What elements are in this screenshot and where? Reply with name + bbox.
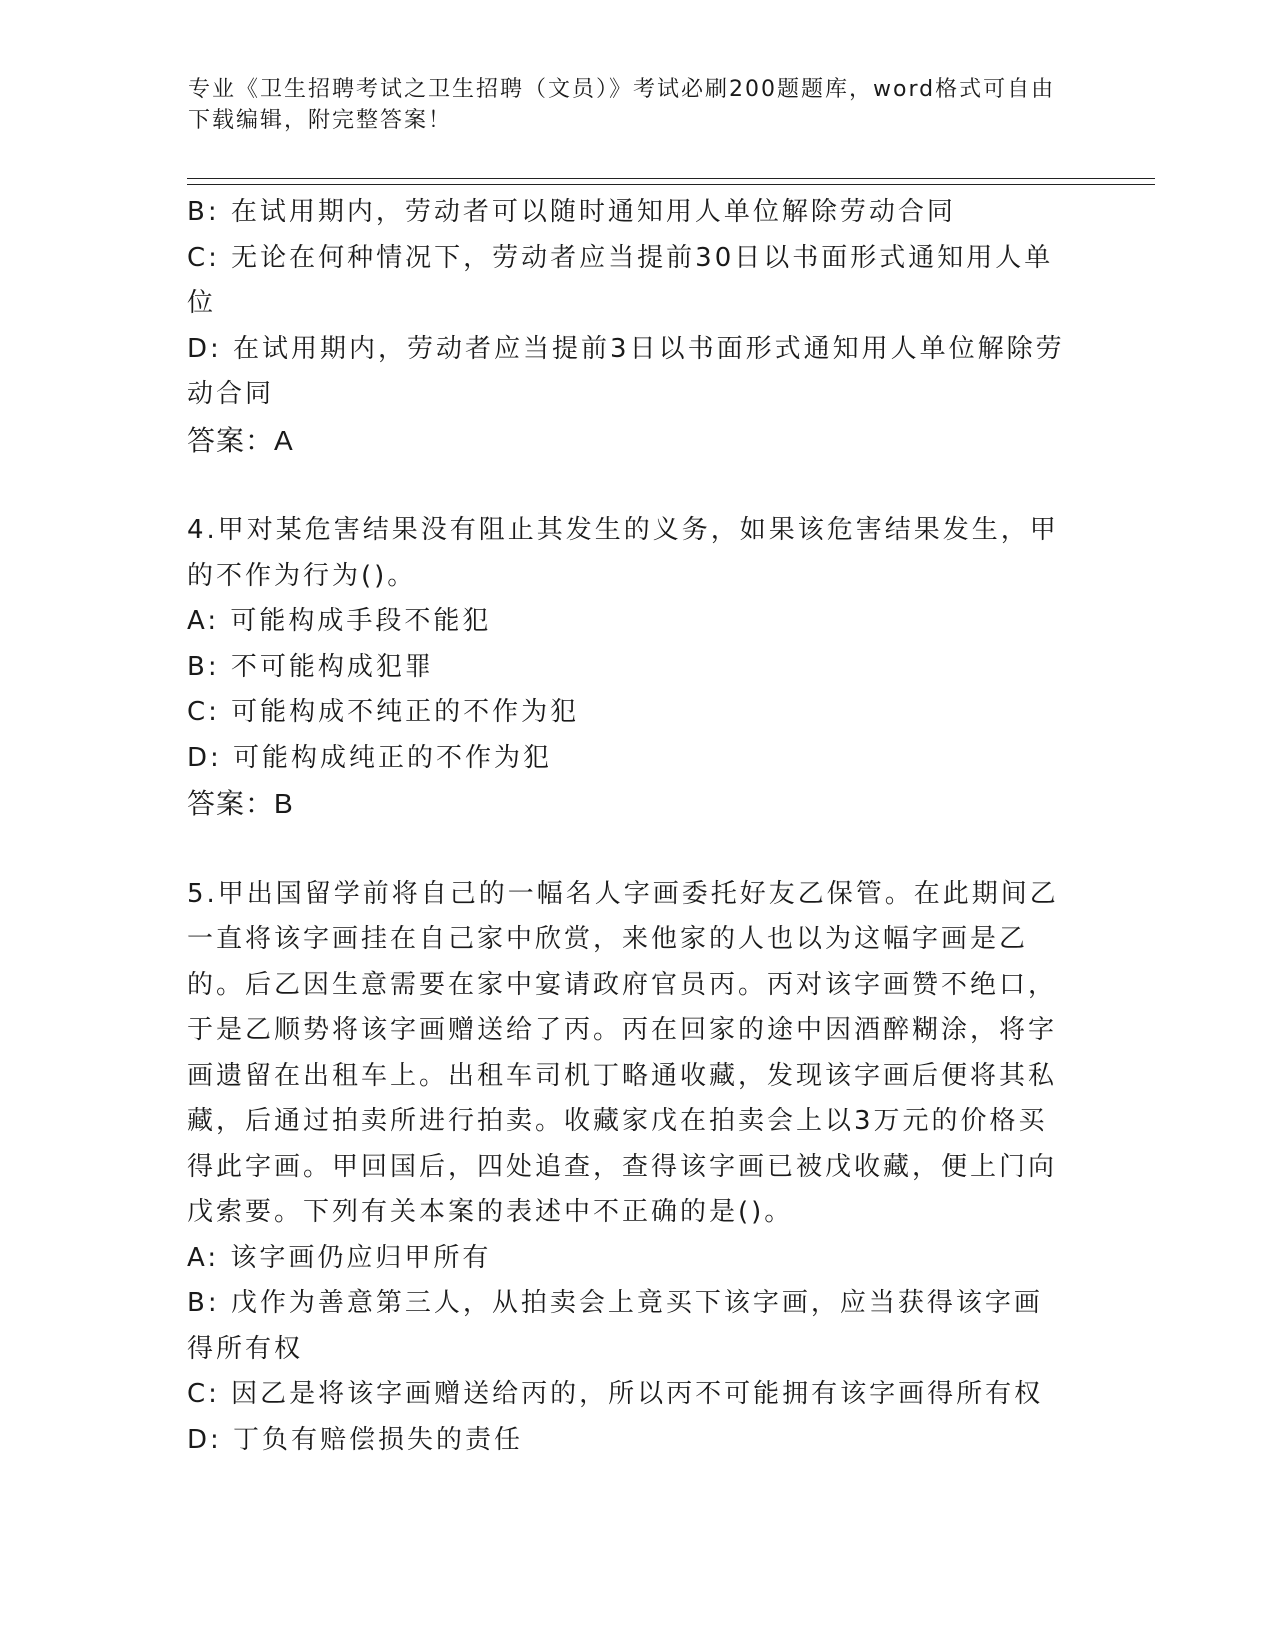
- q4-option-d: D: 可能构成纯正的不作为犯: [187, 742, 553, 773]
- q5-option-b: B: 戊作为善意第三人，从拍卖会上竟买下该字画，应当获得该字画得所有权: [187, 1288, 1043, 1364]
- q4-option-c: C: 可能构成不纯正的不作为犯: [187, 697, 580, 727]
- q4-answer: 答案：B: [187, 788, 294, 819]
- q3-option-d: D: 在试用期内，劳动者应当提前3日以书面形式通知用人单位解除劳动合同: [187, 333, 1065, 409]
- q5-option-c: C: 因乙是将该字画赠送给丙的，所以丙不可能拥有该字画得所有权: [187, 1379, 1044, 1409]
- question-gap: [187, 827, 1067, 872]
- document-body: [187, 190, 1067, 1463]
- q5-option-a: A: 该字画仍应归甲所有: [187, 1242, 492, 1273]
- question-gap: [187, 463, 1067, 508]
- q5-stem: 5.甲出国留学前将自己的一幅名人字画委托好友乙保管。在此期间乙一直将该字画挂在自己家中欣赏，来他家的人也以为这幅字画是乙的。后乙因生意需要在家中宴请政府官员丙。丙对该字画赞不绝口，于是乙顺势将该字画赠送给了丙。丙在回家的途中因酒醉糊涂，将字画遗留在出租车上。出租车司机丁略通收藏，发现该字画后便将其私藏，后通过拍卖所进行拍卖。收藏家戊在拍卖会上以3万元的价格买得此字画。甲回国后，四处追查，查得该字画已被戊收藏，便上门向戊索要。下列有关本案的表述中不正确的是()。: [187, 878, 1059, 1227]
- q5-option-d: D: 丁负有赔偿损失的责任: [187, 1424, 524, 1455]
- q4-option-a: A: 可能构成手段不能犯: [187, 606, 492, 636]
- question-3-tail: [187, 190, 1067, 463]
- question-5: [187, 872, 1067, 1464]
- header-title: 专业《卫生招聘考试之卫生招聘（文员）》考试必刷200题题库，word格式可自由下载编辑，附完整答案！: [188, 77, 1056, 133]
- q4-stem: 4.甲对某危害结果没有阻止其发生的义务，如果该危害结果发生，甲的不作为行为()。: [187, 515, 1059, 591]
- question-4: [187, 508, 1067, 827]
- q4-option-b: B: 不可能构成犯罪: [187, 651, 434, 682]
- header-rule-bottom: [187, 184, 1155, 185]
- q3-option-b: B: 在试用期内，劳动者可以随时通知用人单位解除劳动合同: [187, 197, 956, 227]
- header-rule-top: [187, 178, 1155, 179]
- q3-option-c: C: 无论在何种情况下，劳动者应当提前30日以书面形式通知用人单位: [187, 242, 1054, 318]
- document-header: [188, 74, 1068, 136]
- q3-answer: 答案：A: [187, 424, 294, 456]
